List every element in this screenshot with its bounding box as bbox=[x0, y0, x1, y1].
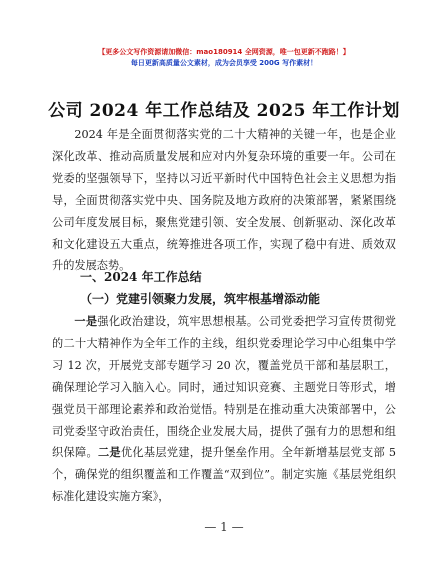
section-heading: 一、2024 年工作总结 bbox=[80, 270, 202, 284]
paragraph-2-text: 优化基层党建，提升堡垒作用。全年新增基层党支部 5 个，确保党的组织覆盖和工作覆盖“双到位”。制定实施《基层党组织标准化建设实施方案》， bbox=[52, 446, 396, 504]
content-block bbox=[52, 311, 396, 508]
intro-paragraph: 2024 年是全面贯彻落实党的二十大精神的关键一年，也是企业深化改革、推动高质量发展和应对内外复杂环境的重要一年。公司在党委的坚强领导下，坚持以习近平新时代中国特色社会主义思想为指导，全面贯彻落实党中央、国务院及地方政府的决策部署，紧紧围绕公司年度发展目标，聚焦党建引领、安全发展、创新驱动、深化改革和文化建设五大重点，统筹推进各项工作，实现了稳中有进、质效双升的发展态势。 bbox=[52, 128, 396, 273]
paragraph-1-text: 强化政治建设，筑牢思想根基。公司党委把学习宣传贯彻党的二十大精神作为全年工作的主线，组织党委理论学习中心组集中学习 12 次，开展党支部专题学习 20 次，覆盖党员干部和基层职工，确保理论学习入脑入心。同时，通过知识竞赛、主题党日等形式，增强党员干部理论素养和政治觉悟。特别是在推动重大决策部署中，公司党委坚守政治责任，围绕企业发展大局，提供了强有力的思想和组织保障。 bbox=[52, 315, 396, 460]
paragraph-1 bbox=[52, 311, 396, 508]
paragraph-2-lead: 二是 bbox=[97, 445, 121, 460]
paragraph-1-lead: 一是 bbox=[74, 314, 98, 328]
document-title: 公司 2024 年工作总结及 2025 年工作计划 bbox=[48, 101, 400, 121]
promo-line-2: 每日更新高质量公文素材，成为会员享受 200G 写作素材！ bbox=[130, 59, 318, 67]
promo-line-1: 【更多公文写作资源请加微信：mao180914 全网资源，唯一包更新不跑路！】 bbox=[98, 48, 350, 56]
subsection-heading: （一）党建引领聚力发展，筑牢根基增添动能 bbox=[80, 292, 321, 306]
page-number: — 1 — bbox=[204, 520, 244, 534]
intro-block bbox=[52, 124, 396, 277]
